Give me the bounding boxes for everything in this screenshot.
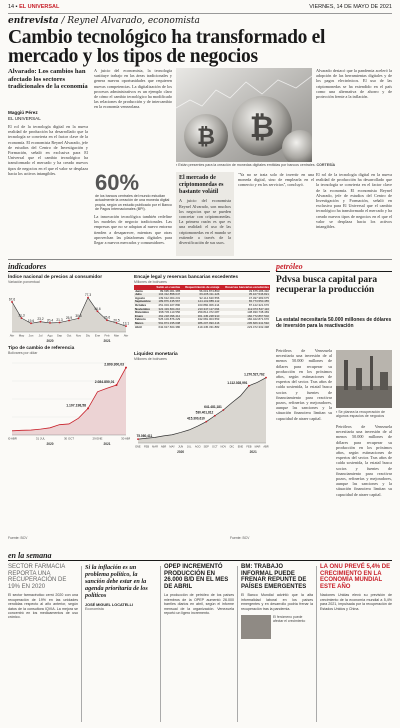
- brief-bm-photo: [241, 615, 271, 639]
- liquidity-data-label: 75.080,411: [136, 434, 153, 439]
- brief-bm-title: BM: TRABAJO INFORMAL PUEDE FRENAR REPUNTE DE PAÍSES EMERGENTES: [241, 564, 307, 590]
- table-cell: 591.874.335.008: [158, 320, 181, 325]
- exchange-point: [125, 367, 127, 369]
- brief-farmacia-text: El sector farmacéutico cerró 2020 con una recuperación de 19% en las unidades vendidas respecto al año anterior, según datos de la consultora IQVIA. La mejora se concentró en los medicamentos de uso crónico.: [8, 593, 78, 620]
- sidebar-title: El mercado de criptomonedas es bastante volátil: [179, 175, 224, 195]
- brief-quote: [85, 564, 157, 724]
- refinery-caption: ▪ Se planea la recuperación de algunos espacios de negocios: [336, 410, 386, 419]
- table-cell: 642.917.664.380: [158, 324, 181, 329]
- inpc-tick-label: Abr: [9, 333, 15, 338]
- exchange-point: [87, 407, 89, 409]
- inpc-tick-label: Jul: [38, 333, 43, 338]
- divider: [237, 566, 238, 722]
- inpc-year-label: 2020: [46, 339, 54, 343]
- table-cell: Junio: [135, 288, 143, 293]
- exchange-tick-label: 30 OCT: [63, 436, 75, 441]
- table-cell: 205.666.341.592: [247, 320, 269, 325]
- inpc-data-label: 19,6: [27, 318, 35, 323]
- liquidity-tick-label: JUL: [186, 445, 192, 449]
- lede: Alvarado: Los cambios han afectado los sectores tradicionales de la economía: [8, 68, 88, 91]
- exchange-tick-label: 29 ENE: [92, 436, 103, 441]
- encaje-title: Encaje legal y reservas bancarias excedentes: [134, 275, 238, 280]
- exchange-data-label: 1.107.198,58: [66, 403, 86, 408]
- table-cell: Marzo: [135, 320, 144, 325]
- liquidity-tick-label: FEB: [246, 445, 252, 449]
- inpc-tick-label: Jun: [28, 333, 34, 338]
- table-header-cell: Reservas bancarias excedentes: [220, 285, 270, 290]
- page-date: VIERNES, 14 DE MAYO DE 2021: [309, 4, 392, 10]
- inpc-data-label: 26,6: [103, 315, 111, 320]
- exchange-year-label: 2021: [103, 442, 111, 446]
- table-cell: Julio: [135, 292, 142, 297]
- quote-author: JOSÉ MIGUEL LOCATELLI: [85, 603, 133, 607]
- bitcoin-photo: [176, 68, 312, 162]
- table-cell: 35.107.546.821: [248, 292, 269, 297]
- svg-text:₿: ₿: [249, 111, 275, 144]
- table-cell: 33.675.186.492: [248, 288, 269, 293]
- pullquote: [95, 172, 173, 212]
- inpc-tick-label: Ago: [47, 333, 53, 338]
- table-cell: Enero: [135, 313, 144, 318]
- photo-caption: ▪ Están presentes para la creación de monedas digitales emitidas por bancos centrales. CORTESÍA: [176, 163, 336, 167]
- svg-text:₿: ₿: [197, 124, 215, 149]
- table-cell: 223.472.332.498: [247, 324, 269, 329]
- inpc-data-label: 77,3: [84, 293, 92, 298]
- refinery-image: [336, 350, 392, 408]
- petroleo-headline: Pdvsa busca capital para recuperar la producción: [276, 275, 378, 295]
- table-cell: Diciembre: [135, 310, 149, 315]
- liquidity-tick-label: MAR: [254, 445, 261, 449]
- liquidity-tick-label: AGO: [194, 445, 201, 449]
- inpc-chart: [8, 284, 130, 346]
- crypto-sidebar: [176, 172, 234, 256]
- body-column-4: Alvarado destacó que la pandemia aceleró la adopción de las herramientas digitales y de los pagos electrónicos. El uso de las criptomonedas se ha extendido en el país como una alternativa de ahorro y de protección frente a la inflación.: [316, 68, 392, 100]
- brief-onu-text: Naciones Unidas elevó su previsión de crecimiento de la economía mundial a 5,4% para 2021, impulsada por la recuperación de Estados Unidos y China.: [320, 593, 392, 611]
- liquidity-tick-label: FEB: [144, 445, 150, 449]
- brief-farmacia: [8, 564, 78, 724]
- table-cell: 56.019.874.893: [199, 288, 220, 293]
- exchange-tick-label: 30 ABR: [121, 436, 130, 441]
- inpc-tick-label: Nov: [75, 333, 82, 338]
- liquidity-tick-label: NOV: [220, 445, 227, 449]
- table-cell: Agosto: [135, 295, 145, 300]
- liquidity-tick-label: OCT: [212, 445, 218, 449]
- inpc-chart-subtitle: Variación porcentual: [8, 280, 40, 284]
- sidebar-continued: "Ya no se trata solo de invertir en una moneda digital, sino de emplearla en el comercio y en los servicios", concluyó.: [238, 172, 314, 188]
- body-column-2b: La innovación tecnológica también redefine los modelos de negocio tradicionales. Las empresas que no se adaptan al nuevo entorno tienden a desaparecer, mientras que otras aprovechan las plataformas digitales para llegar a nuevos mercados y consumidores.: [94, 214, 172, 246]
- bitcoin-image: [176, 68, 312, 162]
- sidebar-text: A juicio del economista Reynel Alvarado, son muchos los negocios que se pueden concretar con criptomonedas. La primera razón es que es una realidad: el uso de las criptomonedas en el mundo se extiende a través de la diversificación de sus usos.: [179, 198, 231, 246]
- table-cell: 47.497.383.675: [248, 295, 269, 300]
- inpc-data-label: 31,3: [18, 313, 25, 318]
- brief-bm-photo-row: [241, 615, 313, 639]
- exchange-year-label: 2020: [46, 442, 54, 446]
- exchange-data-label: 2.809.300,03: [104, 362, 124, 367]
- brief-opep-title: OPEP INCREMENTÓ PRODUCCIÓN EN 26.000 B/D EN EL MES DE ABRIL: [164, 564, 229, 590]
- divider: [316, 566, 317, 722]
- brief-bm: [241, 564, 313, 724]
- exchange-data-label: 2.084.850,01: [94, 379, 115, 384]
- body-column-2: A juicio del economista, la tecnología sustituye trabajo en las áreas tradicionales y genera nuevas oportunidades que requieren nuevas competencias. La digitalización de los procesos administrativos es un ejemplo claro de cómo el cambio tecnológico ha modificado las relaciones de producción y de intercambio en la economía venezolana.: [94, 68, 172, 110]
- liquidity-chart: [134, 361, 270, 461]
- indicators-header: indicadores: [8, 262, 270, 272]
- inpc-data-label: 20,4: [46, 318, 54, 323]
- liquidity-point: [248, 385, 250, 387]
- liquidity-tick-label: ABR: [263, 445, 269, 449]
- liquidity-tick-label: ENE: [135, 445, 141, 449]
- inpc-data-label: 21,3: [56, 318, 63, 323]
- body-column-1: El rol de la tecnología digital en la nueva realidad de producción ha desarrollado que la tecnología se convierta en el factor clave de la economía. El economista Reynel Alvarado, jefe de estudios del Centro de Investigación y Formación, señaló en exclusiva para El Universal que el cambio tecnológico ha transformado el mercado y ha creado nuevos tipos de negocios en el que el valor se desplaza hacia los activos intangibles.: [8, 124, 88, 176]
- inpc-tick-label: Abr: [123, 333, 129, 338]
- exchange-chart: [8, 355, 130, 451]
- encaje-subtitle: Millones de bolívares: [134, 280, 167, 284]
- exchange-area: [12, 368, 126, 435]
- table-cell: 182.422.871.676: [247, 317, 269, 322]
- brief-onu-title: LA ONU PREVÉ 5,4% DE CRECIMIENTO EN LA ECONOMÍA MUNDIAL ESTE AÑO: [320, 564, 391, 590]
- brief-bm-text: El Banco Mundial advirtió que la alta informalidad laboral en los países emergentes y en desarrollo podría frenar la recuperación tras la pandemia.: [241, 593, 313, 611]
- table-cell: 160.772.867.502: [247, 313, 269, 318]
- table-cell: 92.114.620.556: [199, 295, 220, 300]
- section-label: entrevista / Reynel Alvarado, economista: [8, 16, 200, 26]
- inpc-year-label: 2021: [103, 339, 111, 343]
- liquidity-tick-label: JUN: [178, 445, 184, 449]
- liquidity-chart-title: Liquidez monetaria: [134, 352, 178, 357]
- table-cell: 139.612.004.231: [158, 295, 181, 300]
- pullquote-text: de los bancos centrales del mundo estudian actualmente la creación de una moneda digital propia, según un estudio publicado por el Banco de Pagos Internacionales (BPI).: [95, 194, 172, 212]
- inpc-chart-block: [8, 275, 130, 350]
- table-row: [134, 326, 270, 330]
- liquidity-chart-block: [134, 352, 270, 465]
- table-cell: Octubre: [135, 302, 147, 307]
- exchange-chart-block: [8, 346, 130, 455]
- inpc-data-label: 23,2: [37, 317, 44, 322]
- table-cell: 65.773.550.455: [248, 299, 269, 304]
- inpc-chart-title: Índice nacional de precios al consumidor: [8, 275, 103, 280]
- exchange-chart-title: Tipo de cambio de referencia: [8, 346, 75, 351]
- table-cell: 138.930.738.469: [247, 310, 269, 315]
- liquidity-data-label: 530.401,812: [195, 410, 214, 415]
- liquidity-tick-label: MAR: [152, 445, 158, 449]
- petroleo-header: petróleo: [276, 262, 392, 272]
- table-cell: Noviembre: [135, 306, 150, 311]
- inpc-data-label: 25,9: [65, 315, 73, 320]
- body-column-5: El rol de la tecnología digital en la nueva realidad de producción ha desarrollado que la tecnología se convierta en el factor clave de la economía. El economista Reynel Alvarado, jefe de estudios del Centro de Investigación y Formación, señaló en exclusiva para El Universal que el cambio tecnológico ha transformado el mercado y ha creado nuevos tipos de negocios en el que el valor se desplaza hacia los activos intangibles.: [316, 172, 392, 230]
- liquidity-point: [214, 415, 216, 417]
- liquidity-tick-label: ABR: [160, 445, 167, 449]
- liquidity-data-label: 1.112.028,991: [227, 380, 248, 385]
- brief-onu: [320, 564, 392, 724]
- encaje-table-block: [134, 275, 270, 329]
- publication-name: EL UNIVERSAL: [19, 4, 60, 10]
- table-header-cell: Requerimiento de encaje: [181, 285, 220, 290]
- table-cell: 104.312.858.047: [158, 292, 181, 297]
- petroleo-subhead: La estatal necesitaría 50.000 millones de dólares de inversión para la reactivación: [276, 317, 392, 329]
- table-cell: 251.004.327.890: [158, 302, 181, 307]
- table-cell: 69.205.311.226: [199, 292, 220, 297]
- table-cell: Abril: [135, 324, 142, 329]
- refinery-photo: [336, 350, 392, 408]
- exchange-point: [116, 384, 118, 386]
- liquidity-tick-label: SEP: [203, 445, 209, 449]
- inpc-tick-label: Dic: [85, 333, 91, 338]
- liquidity-tick-label: ENE: [237, 445, 244, 449]
- exchange-tick-label: 31 JUL: [35, 436, 46, 441]
- petroleo-body-2: Petróleos de Venezuela necesitaría una inversión de al menos 50.000 millones de dólares para recuperar su producción en los próximos años, según estimaciones de expertos del sector. Tras años de caída sostenida, la estatal busca socios y fuentes de financiamiento para reactivar pozos, refinerías y mejoradores, aunque las sanciones y la situación financiera limitan su capacidad de atraer capital.: [336, 424, 392, 497]
- inpc-data-label: 67,6: [8, 297, 16, 302]
- table-cell: 89.695.061.385: [160, 288, 181, 293]
- inpc-data-label: 13,1: [122, 321, 130, 326]
- table-cell: 259.814.372.087: [197, 310, 220, 315]
- liquidity-chart-subtitle: Millones de bolívares: [134, 357, 167, 361]
- inpc-data-label: 46,6: [94, 306, 101, 311]
- inpc-data-label: 30,6: [75, 313, 82, 318]
- liquidity-year-label: 2021: [249, 450, 257, 454]
- table-cell: 398.745.110.556: [158, 310, 181, 315]
- table-cell: Septiembre: [135, 299, 151, 304]
- inpc-tick-label: Feb: [104, 333, 110, 338]
- liquidity-year-label: 2020: [177, 450, 185, 454]
- table-cell: 210.347.117.094: [197, 306, 220, 311]
- table-cell: 322.419.664.210: [158, 306, 181, 311]
- brief-opep: [164, 564, 234, 724]
- liquidity-point: [205, 421, 207, 423]
- liquidity-tick-label: DIC: [229, 445, 235, 449]
- liquidity-data-label: 1.270.527,762: [244, 372, 265, 377]
- liquidity-data-label: 415.300,610: [187, 416, 205, 421]
- table-cell: 189.876.435.567: [158, 299, 181, 304]
- inpc-tick-label: May: [18, 333, 25, 338]
- inpc-tick-label: Sep: [56, 333, 63, 338]
- liquidity-point: [137, 438, 139, 440]
- pullquote-figure: 60%: [95, 170, 140, 195]
- brief-bm-caption: El fenómeno puede afectar el crecimiento: [273, 615, 306, 624]
- divider: [160, 566, 161, 722]
- table-cell: 124.102.885.112: [197, 299, 220, 304]
- inpc-data-label: 20,5: [113, 318, 120, 323]
- en-la-semana-header: en la semana: [8, 551, 392, 561]
- table-header-cell: Saldo en cuentas: [153, 285, 181, 290]
- quote-text: Si la inflación es un problema político, la sanción debe estar en la agenda prioritaria de los políticos: [85, 564, 148, 599]
- table-cell: 386.207.993.416: [197, 320, 220, 325]
- inpc-tick-label: Ene: [94, 333, 101, 338]
- inpc-tick-label: Mar: [114, 333, 119, 338]
- liquidity-tick-label: MAY: [169, 445, 175, 449]
- liquidity-point: [222, 409, 224, 411]
- liquidity-data-label: 641.481,181: [204, 405, 222, 410]
- table-cell: 419.445.331.882: [197, 324, 220, 329]
- quote-role: Economista: [85, 607, 104, 611]
- table-cell: 462.218.096.412: [158, 313, 181, 318]
- byline: Maggiú Pérez EL UNIVERSAL: [8, 110, 41, 121]
- section-divider: [8, 259, 392, 260]
- table-cell: 342.681.004.553: [197, 317, 220, 322]
- table-cell: 301.445.228.910: [197, 313, 220, 318]
- table-cell: 112.072.547.116: [247, 306, 269, 311]
- indicators-source: Fuente: BCV: [8, 536, 28, 540]
- exchange-chart-subtitle: Bolívares por dólar: [8, 351, 38, 355]
- divider: [81, 566, 82, 722]
- table-cell: 87.122.321.676: [248, 302, 269, 307]
- page-number: 14: [8, 4, 15, 10]
- petroleo-body: Petróleos de Venezuela necesitaría una inversión de al menos 50.000 millones de dólares para recuperar su producción en los próximos años, según estimaciones de expertos del sector. Tras años de caída sostenida, la estatal busca socios y fuentes de financiamiento para reactivar pozos, refinerías y mejoradores, aunque las sanciones y la situación financiera limitan su capacidad de atraer capital.: [276, 348, 332, 421]
- table-cell: Febrero: [135, 317, 146, 322]
- liquidity-source: Fuente: BCV: [230, 536, 250, 540]
- inpc-tick-label: Oct: [66, 333, 72, 338]
- table-cell: 525.103.876.229: [158, 317, 181, 322]
- page-header: 14 ▪ EL UNIVERSAL VIERNES, 14 DE MAYO DE 2021: [8, 4, 392, 14]
- exchange-tick-label: 30 ABR: [8, 436, 17, 441]
- brief-opep-text: La producción de petróleo de los países miembros de la OPEP aumentó 26.000 barriles diarios en abril, según el informe mensual de la organización. Venezuela reportó un ligero incremento.: [164, 593, 234, 615]
- encaje-table: [134, 285, 270, 329]
- main-headline: Cambio tecnológico ha transformado el mercado y los tipos de negocios: [8, 27, 326, 67]
- brief-farmacia-title: SECTOR FARMACIA REPORTA UNA RECUPERACIÓN DE 19% EN 2020: [8, 564, 67, 590]
- liquidity-point: [265, 377, 267, 379]
- table-cell: 163.882.006.214: [197, 302, 220, 307]
